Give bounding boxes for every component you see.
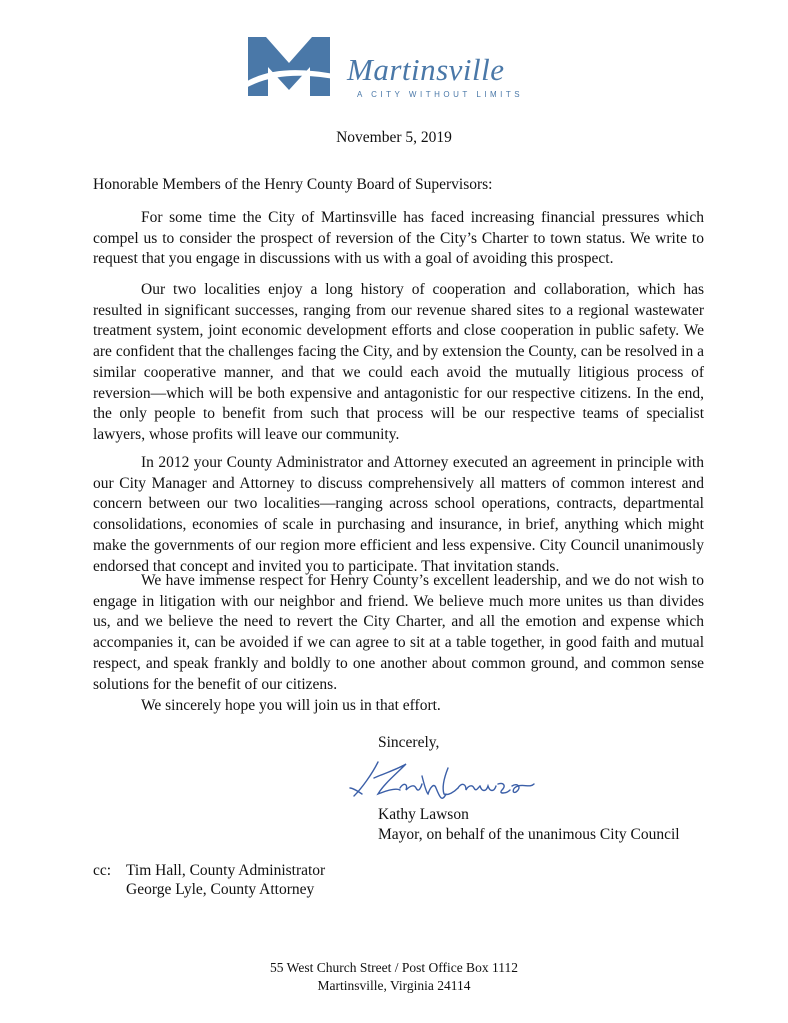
letter-date: November 5, 2019: [336, 129, 452, 146]
signer-name: Kathy Lawson: [378, 806, 469, 823]
martinsville-m-logo-icon: [244, 33, 334, 99]
logo-name: Martinsville: [347, 52, 505, 87]
footer-address-line: Martinsville, Virginia 24114: [317, 978, 471, 993]
cc-recipient: George Lyle, County Attorney: [126, 881, 315, 898]
body-paragraph: In 2012 your County Administrator and Attorney executed an agreement in principle with our City Manager and Attorney to discuss comprehensively all matters of common interest and concern between our two localities—ranging across school operations, contracts, departmental consolidations, economies of scale in purchasing and insurance, in brief, anything which might make the governments of our region more efficient and less expensive. City Council unanimously endorsed that concept and invited you to participate. That invitation stands.: [93, 454, 704, 575]
salutation: Honorable Members of the Henry County Board of Supervisors:: [93, 176, 493, 193]
body-paragraph: We sincerely hope you will join us in that effort.: [141, 697, 441, 714]
cc-label: cc:: [93, 862, 112, 879]
closing: Sincerely,: [378, 734, 440, 751]
footer-address-line: 55 West Church Street / Post Office Box 1112: [270, 960, 518, 975]
body-paragraph: For some time the City of Martinsville has faced increasing financial pressures which compel us to consider the prospect of reversion of the City’s Charter to town status. We write to request that you engage in discussions with us with a goal of avoiding this prospect.: [93, 209, 704, 268]
logo-tagline: A CITY WITHOUT LIMITS: [357, 90, 524, 99]
body-paragraph: We have immense respect for Henry County’s excellent leadership, and we do not wish to engage in litigation with our neighbor and friend. We believe much more unites us than divides us, and we believe the need to revert the City Charter, and all the emotion and expense which accompanies it, can be avoided if we can agree to sit at a table together, in good faith and mutual respect, and speak frankly and boldly to one another about common ground, and common sense solutions for the benefit of our citizens.: [93, 572, 704, 693]
cc-recipient: Tim Hall, County Administrator: [126, 862, 326, 879]
handwritten-signature-icon: [348, 754, 538, 806]
body-paragraph: Our two localities enjoy a long history of cooperation and collaboration, which has resulted in significant successes, ranging from our revenue shared sites to a regional wastewater treatment system, joint economic development efforts and close cooperation in public safety. We are confident that the challenges facing the City, and by extension the County, can be resolved in a similar cooperative manner, and that we could each avoid the mutually litigious process of reversion—which will be both expensive and antagonistic for our respective citizens. In the end, the only people to benefit from such that process will be our respective teams of specialist lawyers, whose profits will leave our community.: [93, 281, 704, 443]
signer-title: Mayor, on behalf of the unanimous City Council: [378, 826, 680, 843]
